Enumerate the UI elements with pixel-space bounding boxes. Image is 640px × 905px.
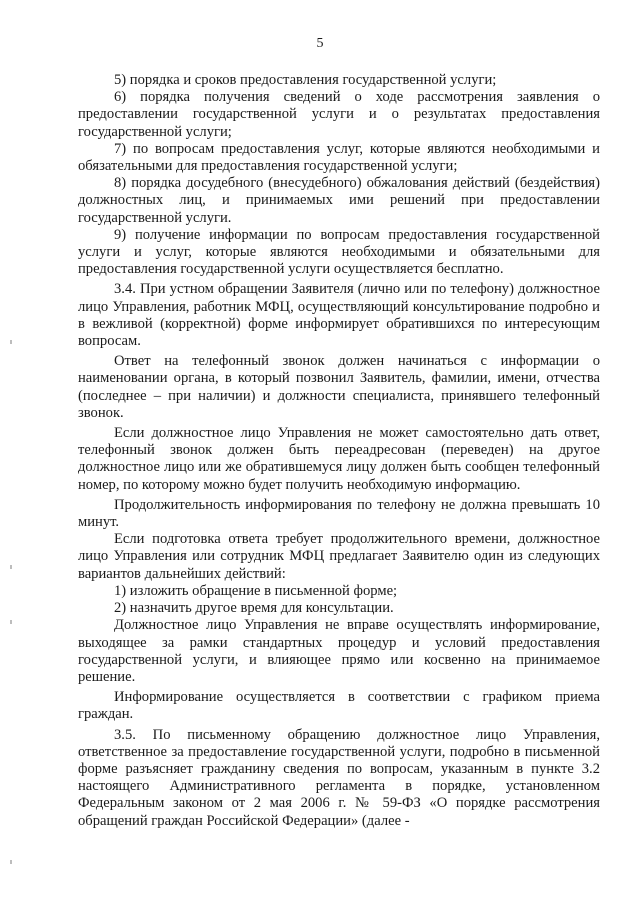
scan-margin-mark [10,860,12,864]
document-body [78,72,600,830]
page-number: 5 [316,36,324,51]
paragraph-section-3-4: 3.4. При устном обращении Заявителя (лично или по телефону) должностное лицо Управления, работник МФЦ, осуществляющий консультирование подробно и в вежливой (корректной) форме информирует обратившихся по интересующим вопросам. [78,281,600,350]
paragraph-phone-answer: Ответ на телефонный звонок должен начинаться с информации о наименовании органа, в который позвонил Заявитель, фамилии, имени, отчества (последнее – при наличии) и должности специалиста, принявшего телефонный звонок. [78,353,600,421]
paragraph-item-8: 8) порядка досудебного (внесудебного) обжалования действий (бездействия) должностных лиц, и принимаемых ими решений при предоставлении государственной услуги. [78,175,600,226]
paragraph-option-2: 2) назначить другое время для консультации. [114,600,394,617]
paragraph-item-9: 9) получение информации по вопросам предоставления государственной услуги и услуг, которые являются необходимыми и обязательными для предоставления государственной услуги осуществляется бесплатно. [78,226,600,278]
paragraph-item-5: 5) порядка и сроков предоставления государственной услуги; [114,72,497,88]
scan-margin-mark [10,620,12,624]
paragraph-section-3-5: 3.5. По письменному обращению должностное лицо Управления, ответственное за предоставление государственной услуги, подробно в письменной форме разъясняет гражданину сведения по вопросам, указанным в пункте 3.2 настоящего Административного регламента в порядке, установленном Федеральным законом от 2 мая 2006 г. № 59-ФЗ «О порядке рассмотрения обращений граждан Российской Федерации» (далее - [78,726,600,829]
paragraph-restriction: Должностное лицо Управления не вправе осуществлять информирование, выходящее за рамки стандартных процедур и условий предоставления государственной услуги, и влияющее прямо или косвенно на принимаемое решение. [78,617,600,685]
paragraph-item-6: 6) порядка получения сведений о ходе рассмотрения заявления о предоставлении государственной услуги и о результатах предоставления государственной услуги; [78,89,600,140]
paragraph-option-1: 1) изложить обращение в письменной форме; [114,582,398,599]
paragraph-redirect: Если должностное лицо Управления не может самостоятельно дать ответ, телефонный звонок должен быть переадресован (переведен) на другое должностное лицо или же обратившемуся лицу должен быть сообщен телефонный номер, по которому можно будет получить необходимую информацию. [78,425,600,493]
paragraph-duration: Продолжительность информирования по телефону не должна превышать 10 минут. [78,496,600,531]
paragraph-schedule: Информирование осуществляется в соответствии с графиком приема граждан. [78,689,600,723]
paragraph-long-answer: Если подготовка ответа требует продолжительного времени, должностное лицо Управления или сотрудник МФЦ предлагает Заявителю один из следующих вариантов дальнейших действий: [78,531,600,582]
scan-margin-mark [10,340,12,344]
scan-margin-mark [10,565,12,569]
paragraph-item-7: 7) по вопросам предоставления услуг, которые являются необходимыми и обязательными для предоставления государственной услуги; [78,140,600,175]
